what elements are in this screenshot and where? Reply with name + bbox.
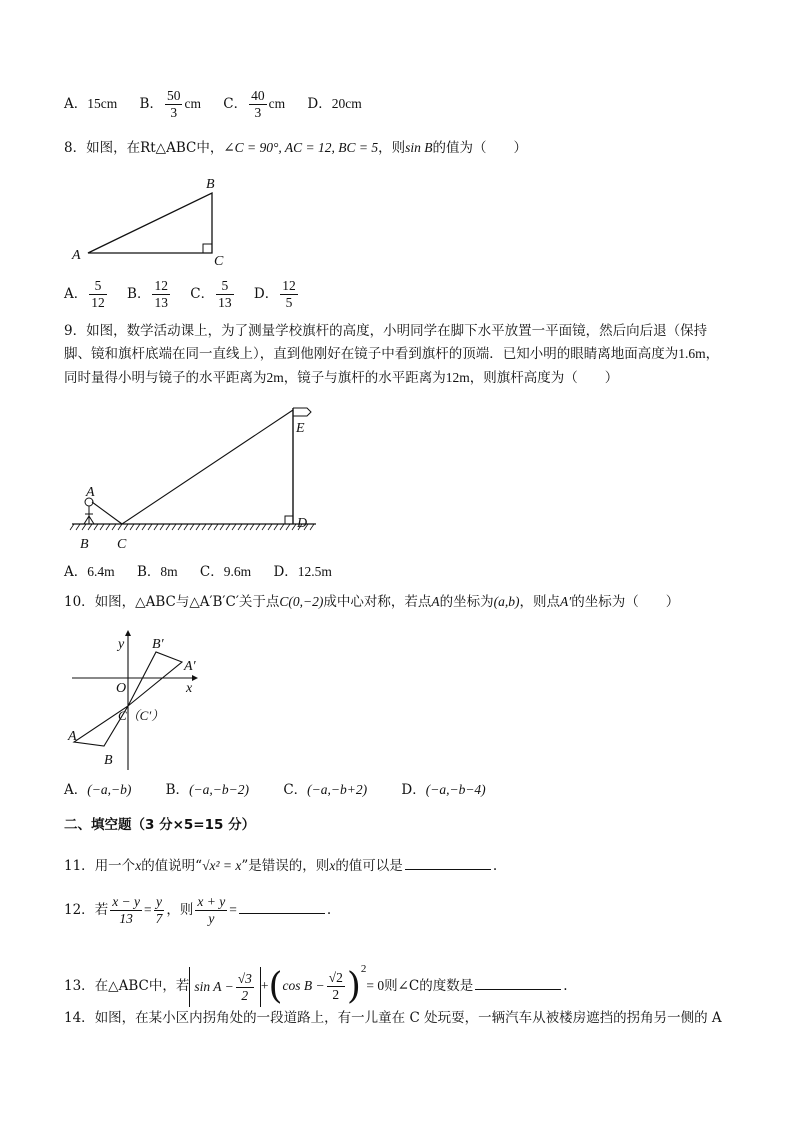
q8-triangle-figure: [64, 172, 234, 268]
q9-option-b: B．8m: [136, 564, 178, 580]
q9-stem-line-3: 同时量得小明与镜子的水平距离为2m，镜子与旗杆的水平距离为12m，则旗杆高度为（ ）: [64, 370, 619, 386]
q9-label-c: C: [117, 537, 127, 552]
q11-answer-blank[interactable]: [405, 855, 491, 870]
q10-option-a: A．(−a,−b): [64, 782, 132, 798]
q13-answer-blank[interactable]: [475, 975, 561, 990]
q10-label-origin: O: [116, 681, 127, 696]
q10-label-a: A: [68, 729, 77, 744]
q10-symmetry-figure: [64, 628, 214, 770]
q10-option-c: C．(−a,−b+2): [283, 782, 368, 798]
q10-label-b-prime: B′: [152, 637, 164, 652]
section-2-heading: 二、填空题（3 分×5=15 分）: [64, 817, 256, 833]
q11-stem: 11．用一个x的值说明“√x² = x”是错误的，则x的值可以是 .: [64, 855, 497, 876]
q10-label-a-prime: A′: [184, 659, 196, 674]
q8-label-c: C: [214, 254, 224, 268]
q14-stem: 14．如图，在某小区内拐角处的一段道路上，有一儿童在 C 处玩耍，一辆汽车从被楼房遮挡的拐角另一侧的 A: [64, 1010, 722, 1026]
q10-label-x: x: [186, 681, 193, 696]
q10-label-c: C（C′）: [118, 708, 165, 723]
q7-options: [64, 88, 380, 121]
q7-option-a: A．15cm: [64, 96, 118, 112]
q9-label-b: B: [80, 537, 89, 552]
q8-option-b: B． $\frac{12}{13}$: [127, 278, 168, 310]
q9-label-a: A: [86, 485, 95, 500]
q10-label-b: B: [104, 753, 113, 768]
q8-label-a: A: [72, 248, 81, 263]
q13-stem: 13．在△ABC中，若 sin A − $\frac{√3}{2}$ +(cos B − $\frac{√2}{2}$ )$^2$= 0则∠C的度数是 .: [64, 963, 568, 1007]
q7-option-c: C． $\frac{40}{3}$ cm: [223, 88, 286, 120]
q9-option-d: D．12.5m: [273, 564, 332, 580]
q10-stem: 10．如图，△ABC与△A′B′C′关于点C(0,−2)成中心对称，若点A的坐标为(a,b)，则点A′的坐标为（ ）: [64, 594, 680, 610]
q9-options: [64, 562, 350, 582]
q8-option-d: D． $\frac{12}{5}$: [253, 278, 296, 310]
q12-answer-blank[interactable]: [239, 899, 325, 914]
q9-stem-line-2: 脚、镜和旗杆底端在同一直线上），直到他刚好在镜子中看到旗杆的顶端．已知小明的眼睛离地面高度为1.6m，: [64, 346, 720, 362]
q8-options: [64, 276, 318, 312]
q10-options: [64, 780, 504, 800]
q9-stem-line-1: 9．如图，数学活动课上，为了测量学校旗杆的高度，小明同学在脚下水平放置一平面镜，然后向后退（保持: [64, 323, 708, 339]
q8-stem: 8．如图，在Rt△ABC中，∠C = 90°, AC = 12, BC = 5，则sin B的值为（ ）: [64, 140, 528, 156]
q8-label-b: B: [206, 177, 215, 192]
q8-option-c: C． $\frac{5}{13}$: [190, 278, 232, 310]
q9-option-c: C．9.6m: [199, 564, 252, 580]
q9-label-e: E: [296, 421, 305, 436]
q8-option-a: A． $\frac{5}{12}$: [64, 278, 105, 310]
q9-option-a: A．6.4m: [64, 564, 115, 580]
q7-option-d: D．20cm: [307, 96, 362, 112]
q10-label-y: y: [118, 637, 125, 652]
q7-option-b: B． $\frac{50}{3}$ cm: [139, 88, 201, 120]
q12-stem: 12．若 $\frac{x - y}{13}$ = $\frac{y}{7}$ ，则 $\frac{x + y}{y}$ = .: [64, 894, 332, 926]
q9-flagpole-figure: [64, 398, 328, 556]
q10-option-b: B．(−a,−b−2): [165, 782, 250, 798]
q10-option-d: D．(−a,−b−4): [401, 782, 486, 798]
q9-label-d: D: [297, 516, 308, 531]
